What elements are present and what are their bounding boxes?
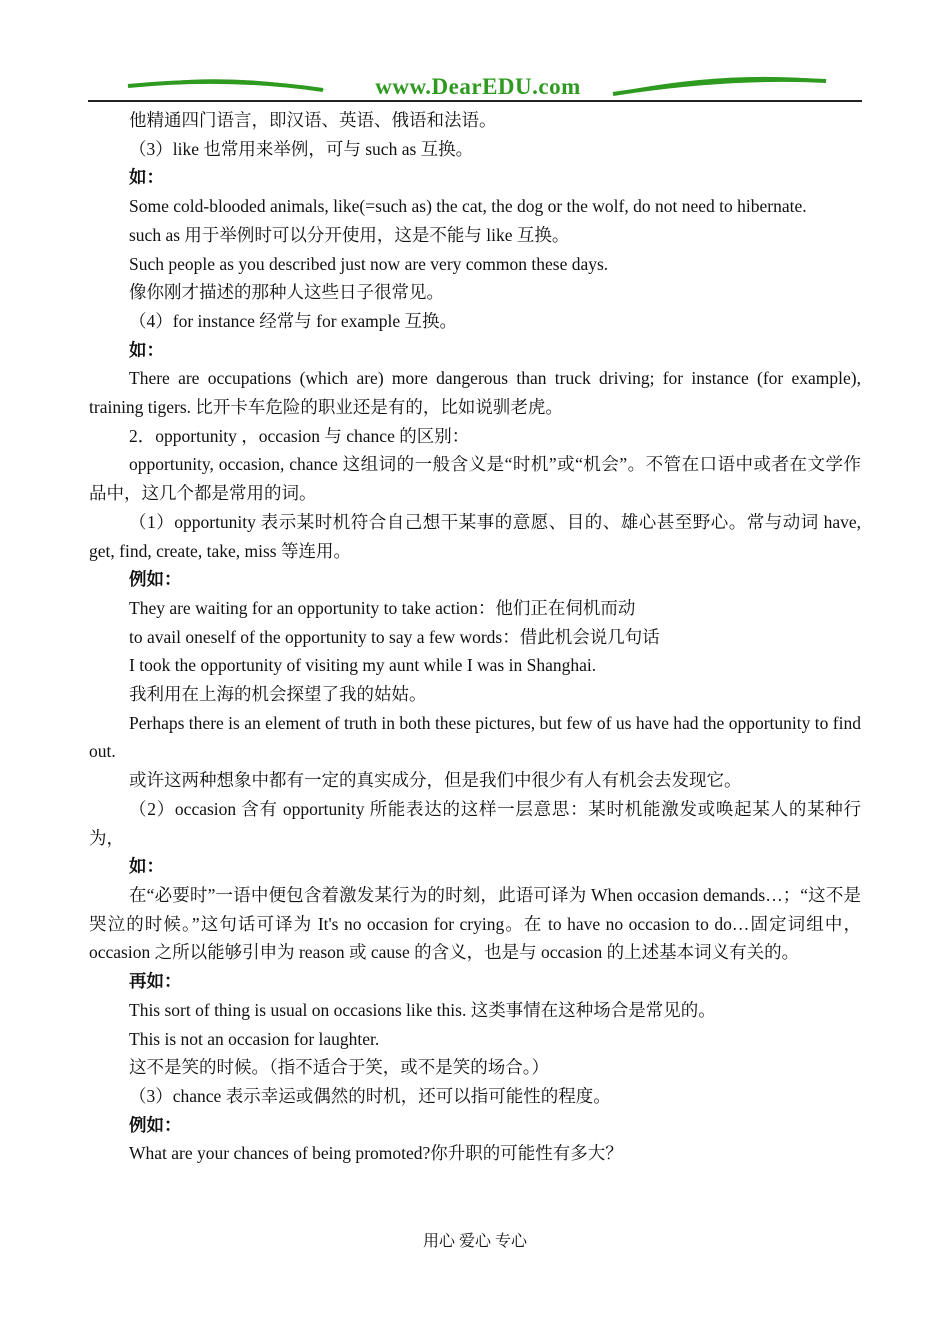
example-label: 例如： xyxy=(129,569,182,590)
page-header xyxy=(88,70,862,104)
paragraph: opportunity, occasion, chance 这组词的一般含义是“时机”或“机会”。不管在口语中或者在文学作品中，这几个都是常用的词。 xyxy=(89,454,861,504)
paragraph: Perhaps there is an element of truth in both these pictures, but few of us have had the opportunity to find out. xyxy=(89,712,861,762)
example-label: 如： xyxy=(129,167,164,188)
paragraph: What are your chances of being promoted?你升职的可能性有多大？ xyxy=(129,1143,623,1164)
paragraph: （3）chance 表示幸运或偶然的时机，还可以指可能性的程度。 xyxy=(129,1085,611,1106)
paragraph: 我利用在上海的机会探望了我的姑姑。 xyxy=(129,684,427,705)
paragraph: 或许这两种想象中都有一定的真实成分，但是我们中很少有人有机会去发现它。 xyxy=(129,770,742,791)
paragraph: 2．opportunity ，occasion 与 chance 的区别： xyxy=(129,425,470,446)
paragraph: 像你刚才描述的那种人这些日子很常见。 xyxy=(129,282,444,303)
paragraph: to avail oneself of the opportunity to say a few words：借此机会说几句话 xyxy=(129,626,660,647)
page-footer: 用心 爱心 专心 xyxy=(422,1233,527,1250)
paragraph: （4）for instance 经常与 for example 互换。 xyxy=(129,310,458,331)
paragraph: This sort of thing is usual on occasions like this. 这类事情在这种场合是常见的。 xyxy=(129,999,716,1020)
paragraph: （2）occasion 含有 opportunity 所能表达的这样一层意思：某时机能激发或唤起某人的某种行为， xyxy=(89,798,861,848)
paragraph: Some cold-blooded animals, like(=such as) the cat, the dog or the wolf, do not need to hibernate. xyxy=(129,196,807,217)
paragraph: 这不是笑的时候。（指不适合于笑，或不是笑的场合。） xyxy=(129,1057,549,1078)
paragraph: They are waiting for an opportunity to take action：他们正在伺机而动 xyxy=(129,597,636,618)
header-rule xyxy=(88,100,862,102)
paragraph: 在“必要时”一语中便包含着激发某行为的时刻，此语可译为 When occasion demands…；“这不是哭泣的时候。”这句话可译为 It's no occasion for crying。在 to have no occasion to do…固定词组中，occasion 之所以能够引申为 reason 或 cause 的含义，也是与 occasion 的上述基本词义有关的。 xyxy=(89,884,861,963)
example-label: 如： xyxy=(129,856,164,877)
example-label: 如： xyxy=(129,339,164,360)
paragraph: such as 用于举例时可以分开使用，这是不能与 like 互换。 xyxy=(129,224,570,245)
paragraph: This is not an occasion for laughter. xyxy=(129,1028,380,1049)
paragraph: （1）opportunity 表示某时机符合自己想干某事的意愿、目的、雄心甚至野心。常与动词 have, get, find, create, take, miss 等连用。 xyxy=(89,511,861,561)
paragraph: 他精通四门语言，即汉语、英语、俄语和法语。 xyxy=(129,110,497,130)
example-label: 例如： xyxy=(129,1114,182,1135)
paragraph: There are occupations (which are) more dangerous than truck driving; for instance (for example), training tigers. 比开卡车危险的职业还是有的，比如说驯老虎。 xyxy=(89,368,861,418)
paragraph: I took the opportunity of visiting my aunt while I was in Shanghai. xyxy=(129,655,597,676)
site-logo-text: www.DearEDU.com xyxy=(375,74,581,99)
document-body xyxy=(89,106,861,1168)
paragraph: （3）like 也常用来举例，可与 such as 互换。 xyxy=(129,138,474,159)
example-label: 再如： xyxy=(129,971,182,992)
paragraph: Such people as you described just now are very common these days. xyxy=(129,253,609,274)
